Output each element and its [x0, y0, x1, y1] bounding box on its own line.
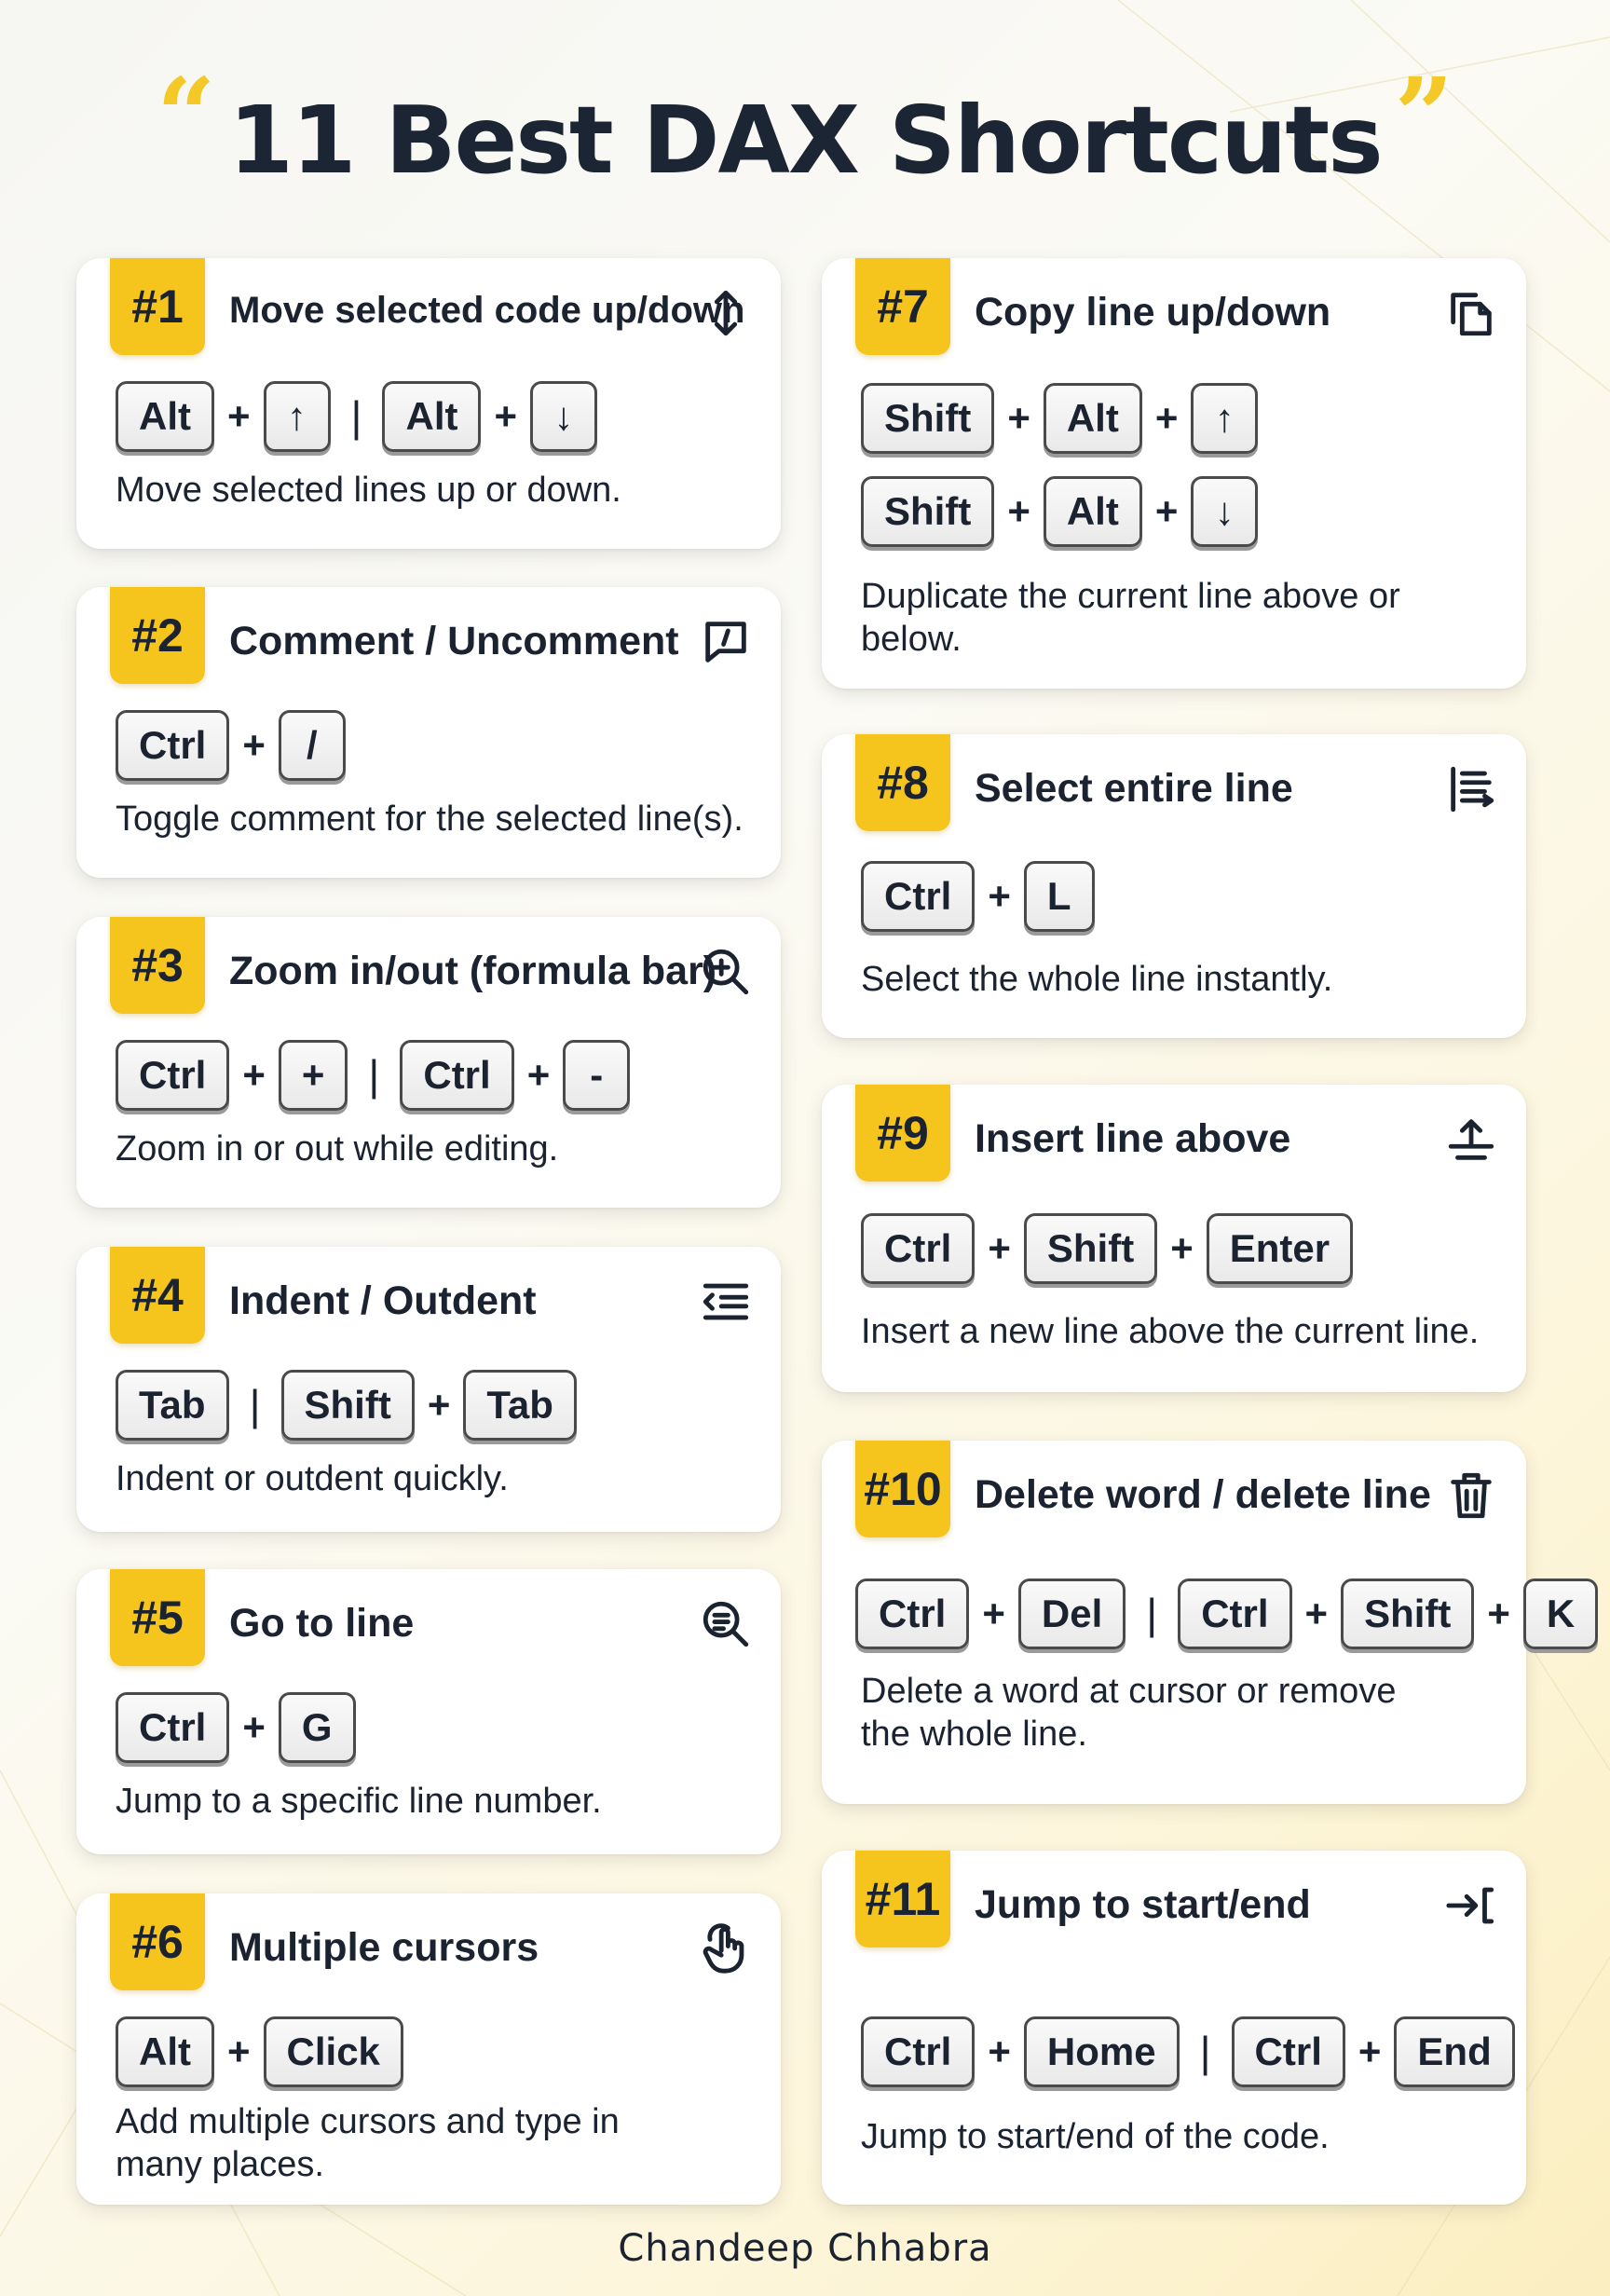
- keycap: Ctrl: [116, 1040, 229, 1111]
- card-title: Copy line up/down: [975, 290, 1331, 335]
- keycap: K: [1523, 1578, 1598, 1649]
- shortcut-card-1: [76, 258, 781, 549]
- card-number-badge: #9: [855, 1085, 950, 1182]
- plus-sign: +: [242, 1053, 266, 1097]
- card-description: Select the whole line instantly.: [861, 960, 1333, 999]
- plus-sign: +: [494, 394, 518, 438]
- card-number-badge: #6: [110, 1893, 205, 1990]
- plus-sign: +: [526, 1053, 551, 1097]
- keycap: Click: [264, 2016, 403, 2087]
- card-number-badge: #11: [855, 1851, 950, 1948]
- card-title: Insert line above: [975, 1116, 1291, 1161]
- keycap: Alt: [116, 2016, 214, 2087]
- key-combo-row: [116, 708, 346, 783]
- plus-sign: +: [1154, 396, 1179, 440]
- keycap: Alt: [116, 381, 214, 452]
- card-title: Select entire line: [975, 766, 1293, 811]
- keycap: Ctrl: [861, 2016, 975, 2087]
- shortcut-card-9: [822, 1085, 1526, 1392]
- plus-sign: +: [242, 723, 266, 767]
- plus-sign: +: [227, 2030, 251, 2073]
- key-combo-row: [861, 381, 1258, 456]
- plus-sign: +: [227, 394, 251, 438]
- or-separator: |: [350, 392, 362, 441]
- plus-sign: +: [1007, 489, 1030, 533]
- insert-above-icon: [1444, 1113, 1498, 1167]
- or-separator: |: [368, 1051, 380, 1100]
- comment-icon: [699, 615, 753, 669]
- plus-sign: +: [982, 1592, 1005, 1635]
- card-number-badge: #7: [855, 258, 950, 355]
- key-combo-row: [116, 1368, 577, 1442]
- shortcut-card-4: [76, 1247, 781, 1532]
- key-combo-row: [861, 474, 1258, 549]
- shortcut-card-2: [76, 587, 781, 878]
- close-quote-icon: ”: [1394, 55, 1453, 175]
- zoom-in-icon: [699, 945, 753, 999]
- keycap: Enter: [1207, 1213, 1353, 1284]
- page-title: [0, 55, 1610, 205]
- keycap: ↑: [1191, 383, 1258, 454]
- or-separator: |: [1199, 2028, 1211, 2076]
- card-number-badge: #1: [110, 258, 205, 355]
- or-separator: |: [249, 1381, 261, 1429]
- key-combo-row: [116, 379, 597, 454]
- keycap: Alt: [1044, 476, 1142, 547]
- keycap: /: [279, 710, 346, 781]
- keycap: ↓: [530, 381, 597, 452]
- key-combo-row: [861, 859, 1095, 934]
- keycap: Ctrl: [1232, 2016, 1345, 2087]
- keycap: Shift: [1341, 1578, 1474, 1649]
- keycap: End: [1394, 2016, 1514, 2087]
- keycap: Ctrl: [116, 1692, 229, 1763]
- keycap: Ctrl: [1178, 1578, 1291, 1649]
- keycap: +: [279, 1040, 348, 1111]
- card-title: Jump to start/end: [975, 1882, 1311, 1927]
- keycap: Ctrl: [116, 710, 229, 781]
- shortcut-card-11: [822, 1851, 1526, 2205]
- card-title: Delete word / delete line: [975, 1472, 1431, 1517]
- card-description: Duplicate the current line above or below.: [861, 577, 1400, 659]
- keycap: G: [279, 1692, 356, 1763]
- card-title: Move selected code up/down: [229, 290, 745, 331]
- card-description: Jump to a specific line number.: [116, 1782, 602, 1821]
- card-number-badge: #5: [110, 1569, 205, 1666]
- plus-sign: +: [988, 874, 1011, 918]
- card-description: Indent or outdent quickly.: [116, 1459, 509, 1498]
- card-title: Multiple cursors: [229, 1925, 539, 1970]
- keycap: Tab: [463, 1370, 577, 1441]
- card-description: Toggle comment for the selected line(s).: [116, 800, 744, 839]
- keycap: Alt: [382, 381, 481, 452]
- keycap: Tab: [116, 1370, 229, 1441]
- key-combo-row: [855, 1577, 1598, 1651]
- plus-sign: +: [988, 2030, 1011, 2073]
- card-description: Delete a word at cursor or remove the whole line.: [861, 1672, 1397, 1754]
- shortcut-card-8: [822, 734, 1526, 1038]
- plus-sign: +: [427, 1383, 451, 1427]
- card-title: Indent / Outdent: [229, 1278, 537, 1323]
- card-title: Comment / Uncomment: [229, 619, 679, 663]
- keycap: Shift: [1024, 1213, 1157, 1284]
- keycap: ↑: [264, 381, 331, 452]
- plus-sign: +: [1170, 1226, 1194, 1270]
- shortcut-card-5: [76, 1569, 781, 1854]
- keycap: Ctrl: [400, 1040, 513, 1111]
- card-description: Insert a new line above the current line.: [861, 1312, 1480, 1351]
- plus-sign: +: [1487, 1592, 1510, 1635]
- plus-sign: +: [988, 1226, 1011, 1270]
- plus-sign: +: [1358, 2030, 1382, 2073]
- card-number-badge: #10: [855, 1441, 950, 1538]
- card-number-badge: #2: [110, 587, 205, 684]
- up-down-arrows-icon: [699, 286, 753, 340]
- card-description: Add multiple cursors and type in many places.: [116, 2102, 620, 2184]
- keycap: Shift: [281, 1370, 415, 1441]
- keycap: Ctrl: [861, 1213, 975, 1284]
- keycap: ↓: [1191, 476, 1258, 547]
- title-text: 11 Best DAX Shortcuts: [228, 85, 1382, 195]
- select-lines-icon: [1444, 762, 1498, 816]
- author-credit: Chandeep Chhabra: [618, 2227, 992, 2270]
- search-lines-icon: [699, 1597, 753, 1651]
- key-combo-row: [116, 1690, 356, 1765]
- open-quote-icon: “: [157, 55, 216, 175]
- or-separator: |: [1146, 1590, 1158, 1638]
- key-combo-row: [861, 1211, 1353, 1286]
- shortcut-card-10: [822, 1441, 1576, 1804]
- card-title: Zoom in/out (formula bar): [229, 949, 717, 993]
- shortcut-card-6: [76, 1893, 781, 2205]
- shortcut-card-3: [76, 917, 781, 1208]
- keycap: Shift: [861, 383, 994, 454]
- hand-pointer-icon: [699, 1921, 753, 1975]
- plus-sign: +: [1154, 489, 1179, 533]
- card-description: Move selected lines up or down.: [116, 471, 621, 510]
- plus-sign: +: [1304, 1592, 1329, 1635]
- card-number-badge: #3: [110, 917, 205, 1014]
- keycap: Ctrl: [861, 861, 975, 932]
- keycap: Del: [1018, 1578, 1126, 1649]
- keycap: Shift: [861, 476, 994, 547]
- keycap: Alt: [1044, 383, 1142, 454]
- copy-icon: [1444, 286, 1498, 340]
- keycap: L: [1024, 861, 1095, 932]
- keycap: Home: [1024, 2016, 1180, 2087]
- shortcut-card-7: [822, 258, 1526, 689]
- card-title: Go to line: [229, 1601, 415, 1646]
- key-combo-row: [861, 2015, 1515, 2089]
- trash-icon: [1444, 1469, 1498, 1523]
- key-combo-row: [116, 2015, 403, 2089]
- card-number-badge: #4: [110, 1247, 205, 1344]
- keycap: -: [563, 1040, 630, 1111]
- jump-to-bracket-icon: [1444, 1879, 1498, 1933]
- key-combo-row: [116, 1038, 630, 1113]
- keycap: Ctrl: [855, 1578, 969, 1649]
- card-description: Jump to start/end of the code.: [861, 2117, 1330, 2156]
- plus-sign: +: [1007, 396, 1030, 440]
- indent-icon: [699, 1275, 753, 1329]
- card-number-badge: #8: [855, 734, 950, 831]
- plus-sign: +: [242, 1705, 266, 1749]
- card-description: Zoom in or out while editing.: [116, 1129, 559, 1168]
